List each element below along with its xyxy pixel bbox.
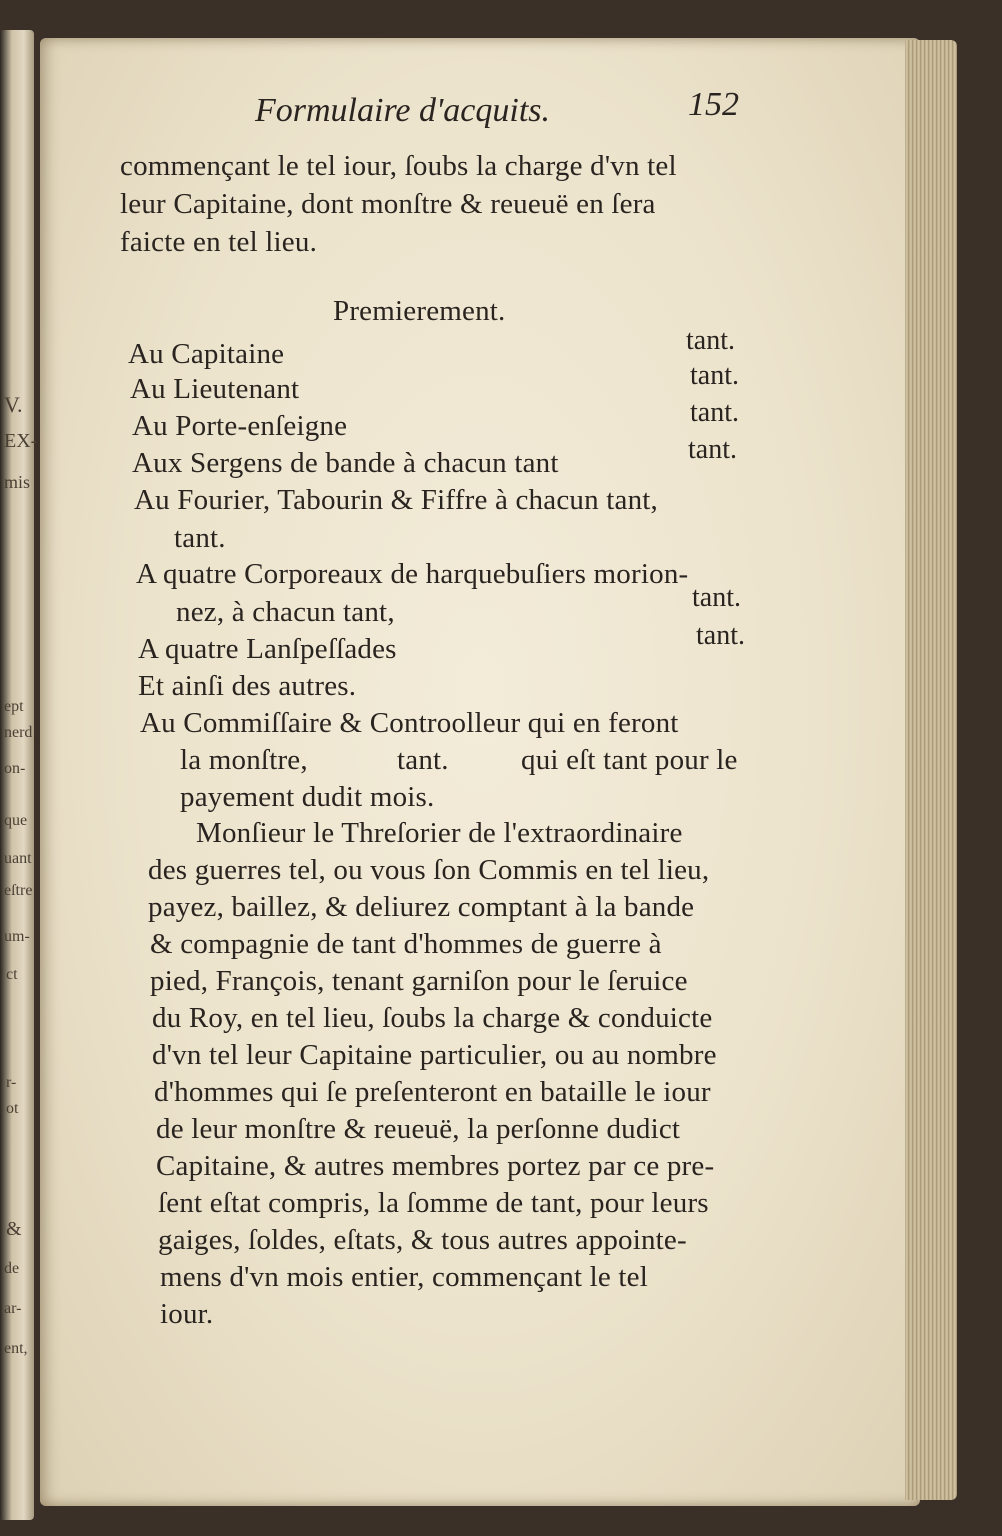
paragraph-line: d'hommes qui ſe preſenteront en bataille le iour (154, 1076, 711, 1108)
list-amount: tant. (688, 434, 737, 465)
list-item: A quatre Lanſpeſſades (138, 633, 397, 665)
list-amount: tant. (692, 582, 741, 613)
list-item: A quatre Corporeaux de harquebuſiers morion- (136, 558, 689, 590)
facing-page-fragment: ot (6, 1100, 19, 1117)
paragraph-line: de leur monſtre & reueuë, la perſonne dudict (156, 1113, 681, 1145)
list-item-continuation: nez, à chacun tant, (176, 596, 395, 628)
facing-page-fragment: ept (4, 698, 24, 715)
facing-page-fragment: ct (6, 966, 18, 983)
facing-page-fragment: V. (4, 392, 23, 417)
facing-page-fragment: mis (4, 472, 31, 492)
list-amount: tant. (686, 325, 735, 356)
facing-page-fragment: eſtre (4, 882, 33, 899)
list-item-tail: qui eſt tant pour le (521, 744, 738, 776)
list-item: Au Capitaine (128, 338, 285, 370)
list-inline-amount: tant. (397, 744, 449, 776)
paragraph-line: pied, François, tenant garniſon pour le ſeruice (150, 965, 688, 997)
list-amount: tant. (696, 620, 745, 651)
paragraph-line: des guerres tel, ou vous ſon Commis en tel lieu, (148, 854, 710, 886)
running-header: Formulaire d'acquits. (255, 92, 550, 129)
paragraph-line: mens d'vn mois entier, commençant le tel (160, 1261, 649, 1293)
facing-page-fragment: EX- (4, 430, 38, 452)
list-item: Aux Sergens de bande à chacun tant (132, 447, 559, 479)
paragraph-line: gaiges, ſoldes, eſtats, & tous autres appointe- (158, 1224, 687, 1256)
list-item-continuation: tant. (174, 522, 226, 554)
list-item-continuation: payement dudit mois. (180, 781, 435, 813)
paragraph-line: ſent eſtat compris, la ſomme de tant, pour leurs (158, 1187, 709, 1219)
facing-page-fragment: um- (4, 928, 30, 945)
list-item-continuation: la monſtre, (180, 744, 308, 776)
page-number: 152 (688, 86, 739, 123)
paragraph-line: & compagnie de tant d'hommes de guerre à (150, 928, 662, 960)
facing-page-fragment: & (6, 1218, 22, 1240)
facing-page-fragment: ar- (4, 1300, 22, 1317)
intro-line: commençant le tel iour, ſoubs la charge d'vn tel (120, 150, 677, 182)
paragraph-line: d'vn tel leur Capitaine particulier, ou au nombre (152, 1039, 717, 1071)
paragraph-line: Capitaine, & autres membres portez par ce pre- (156, 1150, 715, 1182)
list-item: Et ainſi des autres. (138, 670, 357, 702)
facing-page-fragment: de (4, 1260, 20, 1277)
list-amount: tant. (690, 360, 739, 391)
facing-page-fragment: ent, (4, 1340, 28, 1357)
list-item: Au Porte-enſeigne (132, 410, 348, 442)
paragraph-line: du Roy, en tel lieu, ſoubs la charge & conduicte (152, 1002, 713, 1034)
facing-page-fragment: r- (6, 1074, 17, 1091)
intro-line: faicte en tel lieu. (120, 226, 318, 258)
paragraph-line: payez, baillez, & deliurez comptant à la bande (148, 891, 695, 923)
facing-page-fragment: uant (4, 850, 32, 867)
paragraph-line: Monſieur le Threſorier de l'extraordinaire (196, 817, 683, 849)
facing-page-fragment: que (4, 812, 28, 829)
section-title: Premierement. (333, 295, 506, 327)
list-item: Au Fourier, Tabourin & Fiffre à chacun tant, (134, 484, 658, 516)
facing-page-fragment: on- (4, 760, 26, 777)
paragraph-line: iour. (160, 1298, 214, 1330)
facing-page-fragment: nerd (4, 724, 33, 741)
list-item: Au Commiſſaire & Controolleur qui en feront (140, 707, 679, 739)
list-item: Au Lieutenant (130, 373, 300, 405)
intro-line: leur Capitaine, dont monſtre & reueuë en ſera (120, 188, 656, 220)
list-amount: tant. (690, 397, 739, 428)
